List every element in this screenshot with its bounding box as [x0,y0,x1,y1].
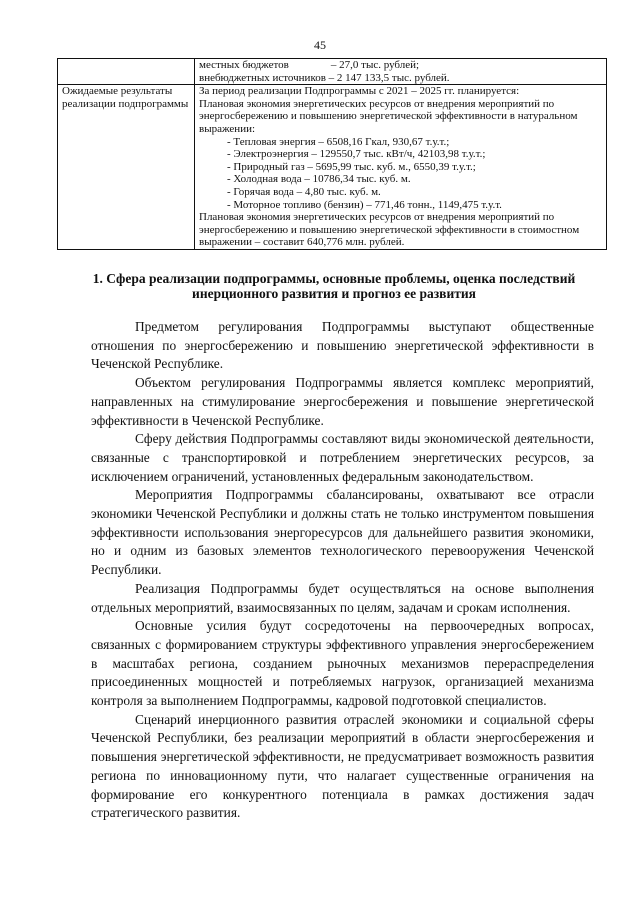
paragraph: Объектом регулирования Подпрограммы является комплекс мероприятий, направленных на стимулирование энергосбережения и повышение энергетической эффективности в Чеченской Республике. [91,375,594,428]
paragraph: Предметом регулирования Подпрограммы выступают общественные отношения по энергосбережению и повышению энергетической эффективности в Чеченской Республике. [91,319,594,372]
funding-line-local: местных бюджетов – 27,0 тыс. рублей; [199,59,420,71]
expected-results-label: Ожидаемые результаты реализации подпрограммы [58,85,195,250]
program-passport-table [57,58,607,250]
funding-line-extrabudget: внебюджетных источников – 2 147 133,5 тыс. рублей. [199,71,450,84]
paragraph: Мероприятия Подпрограммы сбалансированы, охватывают все отрасли экономики Чеченской Республики и должны стать не только инструментом повышения эффективности использования энергоресурсов для дальнейшего развития экономики, но и одним из базовых элементов технологического перевооружения Чеченской Республики. [91,487,594,578]
cost-savings-text: Плановая экономия энергетических ресурсов от внедрения мероприятий по энергосбережению и повышению энергетической эффективности в стоимостном выражении – составит 640,776 млн. рублей. [199,211,580,249]
funding-continued-cell [195,59,607,85]
natural-savings-heading: Плановая экономия энергетических ресурсов от внедрения мероприятий по энергосбережению и повышению энергетической эффективности в натуральном выражении: [199,97,578,135]
savings-item-heat: - Тепловая энергия – 6508,16 Гкал, 930,67 т.у.т.; [227,135,450,148]
paragraph: Сферу действия Подпрограммы составляют виды экономической деятельности, связанные с транспортировкой и потреблением энергетических ресурсов, за исключением ограничений, установленных федеральным законодательством. [91,431,594,484]
results-intro: За период реализации Подпрограммы с 2021 – 2025 гг. планируется: [199,85,520,98]
savings-item-electricity: - Электроэнергия – 129550,7 тыс. кВт/ч, 42103,98 т.у.т.; [227,148,486,161]
table-row-expected-results [58,85,607,250]
table-row-continued [58,59,607,85]
paragraph: Основные усилия будут сосредоточены на первоочередных вопросах, связанных с формированием структуры эффективного управления энергосбережением в масштабах региона, созданием рыночных механизмов перераспределения присоединенных мощностей и потребляемых нагрузок, организацией механизма контроля за выполнением Подпрограммы, кадровой подготовкой специалистов. [91,618,594,709]
section-body [91,318,594,823]
section-title: 1. Сфера реализации подпрограммы, основные проблемы, оценка последствий инерционного развития и прогноз ее развития [92,271,576,301]
paragraph: Сценарий инерционного развития отраслей экономики и социальной сферы Чеченской Республики, без реализации мероприятий в области энергосбережения и повышения энергетической эффективности, не предусматривает возможность развития региона по инновационному пути, что налагает существенные ограничения на формирование его конкурентного потенциала в рамках достижения задач стратегического развития. [91,711,594,821]
savings-item-hot-water: - Горячая вода – 4,80 тыс. куб. м. [227,185,381,198]
empty-label-cell [58,59,195,85]
page-number: 45 [314,38,326,52]
savings-item-gas: - Природный газ – 5695,99 тыс. куб. м., 6550,39 т.у.т.; [227,160,476,173]
savings-item-fuel: - Моторное топливо (бензин) – 771,46 тонн., 1149,475 т.у.т. [227,198,502,211]
savings-item-cold-water: - Холодная вода – 10786,34 тыс. куб. м. [227,173,411,186]
paragraph: Реализация Подпрограммы будет осуществляться на основе выполнения отдельных мероприятий, взаимосвязанных по целям, задачам и срокам исполнения. [91,580,594,615]
expected-results-content [195,85,607,250]
